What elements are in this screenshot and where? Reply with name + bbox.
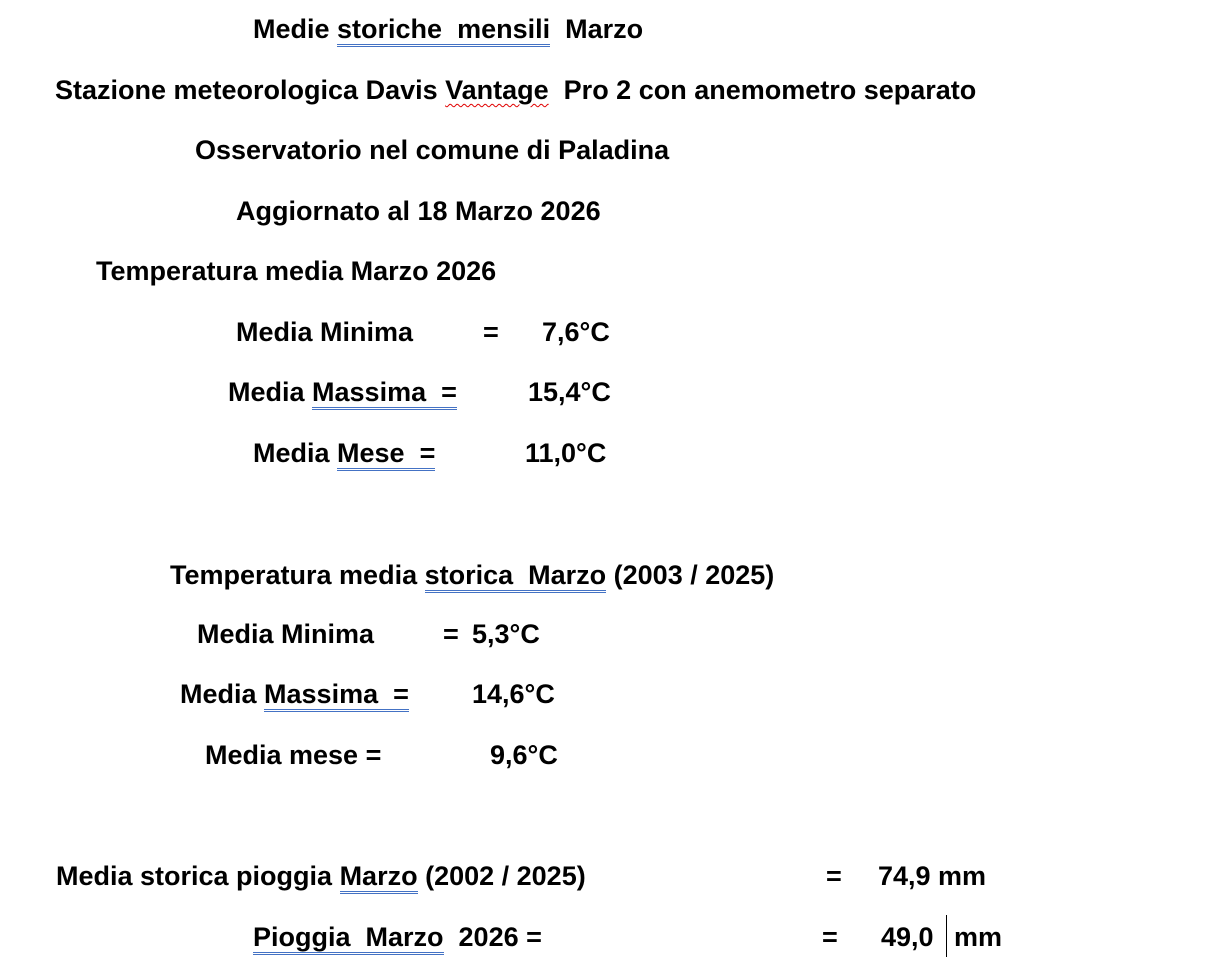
rain-historical-label	[56, 859, 586, 893]
text-cursor	[946, 915, 947, 957]
label-underlined: Massima =	[312, 377, 457, 410]
current-min-equals: =	[483, 317, 499, 347]
current-heading: Temperatura media Marzo 2026	[96, 256, 497, 286]
rain-current-unit: mm	[954, 922, 1003, 952]
historical-month-label: Media mese =	[205, 740, 382, 770]
label-part: Media	[253, 438, 338, 468]
historical-month-value: 9,6°C	[490, 740, 558, 770]
heading-underlined: storica Marzo	[425, 560, 607, 593]
historical-min-equals: =	[443, 619, 459, 649]
title-part: Medie	[253, 14, 338, 44]
title-part: Marzo	[550, 14, 644, 44]
updated-line: Aggiornato al 18 Marzo 2026	[236, 196, 601, 226]
historical-max-label	[180, 677, 409, 711]
historical-min-value: 5,3°C	[472, 619, 540, 649]
station-part: Stazione meteorologica Davis	[55, 75, 446, 105]
title-underlined: storiche mensili	[337, 14, 550, 47]
label-part: 2026 =	[443, 922, 542, 952]
historical-min-label: Media Minima	[197, 619, 375, 649]
current-max-value: 15,4°C	[528, 377, 611, 407]
rain-current-label	[253, 920, 542, 954]
current-month-label	[253, 436, 435, 470]
current-min-value: 7,6°C	[542, 317, 610, 347]
heading-part: Temperatura media	[170, 560, 425, 590]
current-min-label: Media Minima	[236, 317, 414, 347]
label-part: Media	[180, 679, 265, 709]
document-title	[253, 12, 643, 46]
rain-historical-value: 74,9 mm	[878, 861, 987, 891]
label-underlined: Marzo	[340, 861, 418, 894]
label-underlined: Pioggia Marzo	[253, 922, 444, 955]
label-part: Media	[228, 377, 313, 407]
observatory-line: Osservatorio nel comune di Paladina	[195, 135, 670, 165]
historical-heading	[170, 558, 774, 592]
heading-part: (2003 / 2025)	[606, 560, 775, 590]
rain-historical-equals: =	[826, 861, 842, 891]
label-underlined: Mese =	[337, 438, 435, 471]
label-part: Media storica pioggia	[56, 861, 340, 891]
label-underlined: Massima =	[264, 679, 409, 712]
station-spellcheck-word: Vantage	[445, 75, 549, 105]
station-part: Pro 2 con anemometro separato	[548, 75, 977, 105]
station-line	[55, 73, 976, 107]
rain-current-value: 49,0	[881, 922, 934, 952]
historical-max-value: 14,6°C	[472, 679, 555, 709]
current-month-value: 11,0°C	[525, 438, 607, 468]
current-max-label	[228, 375, 457, 409]
rain-current-equals: =	[822, 922, 838, 952]
label-part: (2002 / 2025)	[417, 861, 586, 891]
